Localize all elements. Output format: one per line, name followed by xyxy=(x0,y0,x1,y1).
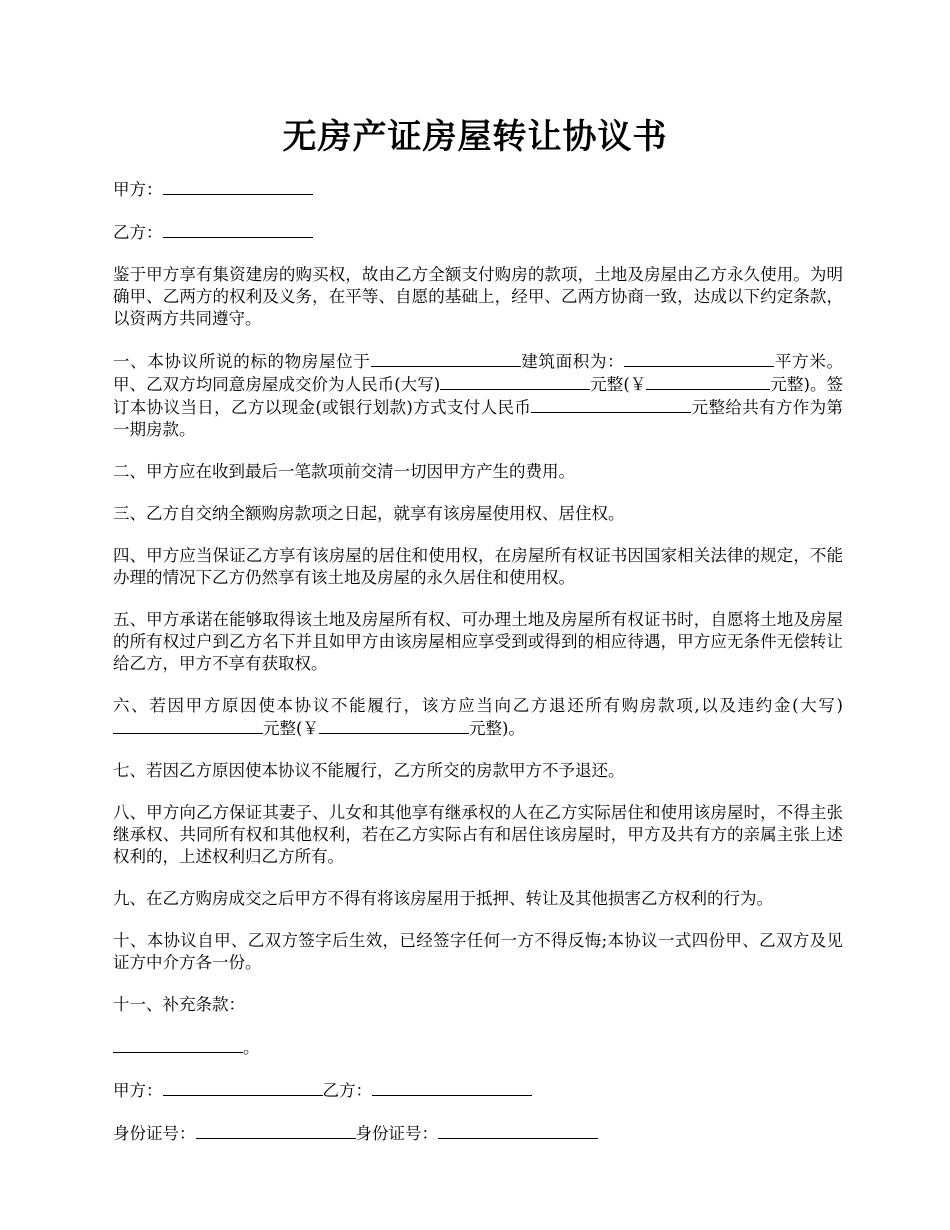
clause-1-text-c: 平方米。甲、乙双方均同意房屋成交价为人民币(大写) xyxy=(113,352,844,394)
clause-6-text-a: 六、若因甲方原因使本协议不能履行，该方应当向乙方退还所有购房款项,以及违约金(大写) xyxy=(113,696,843,715)
id-number-b-blank xyxy=(438,1122,598,1139)
party-a-label: 甲方： xyxy=(113,180,163,199)
signature-party-b-blank xyxy=(372,1079,532,1096)
party-a-blank xyxy=(163,178,313,195)
supplementary-blank xyxy=(113,1036,243,1053)
clause-1-area-blank xyxy=(624,350,774,367)
clause-1-location-blank xyxy=(371,350,521,367)
party-b-line xyxy=(113,221,843,244)
clause-1-text-b: 建筑面积为： xyxy=(520,352,625,371)
signature-party-a-blank xyxy=(163,1079,323,1096)
party-b-label: 乙方： xyxy=(113,223,163,242)
document-title: 无房产证房屋转让协议书 xyxy=(282,117,668,157)
id-number-line xyxy=(113,1122,843,1145)
clause-6 xyxy=(113,695,843,740)
clause-5: 五、甲方承诺在能够取得该土地及房屋所有权、可办理土地及房屋所有权证书时，自愿将土地及房屋的所有权过户到乙方名下并且如甲方由该房屋相应享受到或得到的相应待遇，甲方应无条件无偿转让给乙方，甲方不享有获取权。 xyxy=(113,610,843,673)
clause-9: 九、在乙方购房成交之后甲方不得有将该房屋用于抵押、转让及其他损害乙方权利的行为。 xyxy=(113,889,773,908)
supplementary-line xyxy=(113,1036,843,1059)
clause-6-penalty-words-blank xyxy=(113,717,263,734)
preamble-paragraph: 鉴于甲方享有集资建房的购买权，故由乙方全额支付购房的款项，土地及房屋由乙方永久使用。为明确甲、乙两方的权利及义务，在平等、自愿的基础上，经甲、乙两方协商一致，达成以下约定条款，以资两方共同遵守。 xyxy=(113,265,843,328)
clause-7: 七、若因乙方原因使本协议不能履行，乙方所交的房款甲方不予退还。 xyxy=(113,761,625,780)
clause-4: 四、甲方应当保证乙方享有该房屋的居住和使用权，在房屋所有权证书因国家相关法律的规定，不能办理的情况下乙方仍然享有该土地及房屋的永久居住和使用权。 xyxy=(113,546,843,587)
clause-1-price-number-blank xyxy=(646,373,758,390)
clause-10: 十、本协议自甲、乙双方签字后生效，已经签字任何一方不得反悔;本协议一式四份甲、乙双方及见证方中介方各一份。 xyxy=(113,931,843,972)
signature-party-b-label: 乙方： xyxy=(322,1081,372,1100)
clause-6-text-c: 元整)。 xyxy=(468,719,525,738)
supplementary-period: 。 xyxy=(243,1038,260,1057)
id-number-a-label: 身份证号： xyxy=(113,1124,196,1143)
clause-1-first-payment-blank xyxy=(531,396,691,413)
party-b-blank xyxy=(163,221,313,238)
clause-1-text-d: 元整(￥ xyxy=(590,375,647,394)
clause-1-price-words-blank xyxy=(440,373,590,390)
clause-1-text-a: 一、本协议所说的标的物房屋位于 xyxy=(113,352,371,371)
document-body xyxy=(113,178,843,1165)
clause-11: 十一、补充条款： xyxy=(113,995,245,1014)
clause-1-text-f: 元整给共有方作为第一期房款。 xyxy=(113,398,844,439)
clause-3: 三、乙方自交纳全额购房款项之日起，就享有该房屋使用权、居住权。 xyxy=(113,504,625,523)
signature-line xyxy=(113,1079,843,1102)
clause-8: 八、甲方向乙方保证其妻子、儿女和其他享有继承权的人在乙方实际居住和使用该房屋时，不得主张继承权、共同所有权和其他权利，若在乙方实际占有和居住该房屋时，甲方及共有方的亲属主张上述权利的，上述权利归乙方所有。 xyxy=(113,803,843,866)
id-number-b-label: 身份证号： xyxy=(355,1124,438,1143)
party-a-line xyxy=(113,178,843,201)
clause-1 xyxy=(113,350,843,441)
clause-2: 二、甲方应在收到最后一笔款项前交清一切因甲方产生的费用。 xyxy=(113,462,575,481)
clause-6-text-b: 元整(￥ xyxy=(263,719,319,738)
clause-1-price-number-blank-cont xyxy=(758,373,770,390)
id-number-a-blank xyxy=(196,1122,356,1139)
clause-1-text-e: 元整)。签订本协议当日，乙方以现金(或银行划款)方式支付人民币 xyxy=(113,375,844,417)
clause-6-penalty-number-blank xyxy=(319,717,469,734)
signature-party-a-label: 甲方： xyxy=(113,1081,163,1100)
